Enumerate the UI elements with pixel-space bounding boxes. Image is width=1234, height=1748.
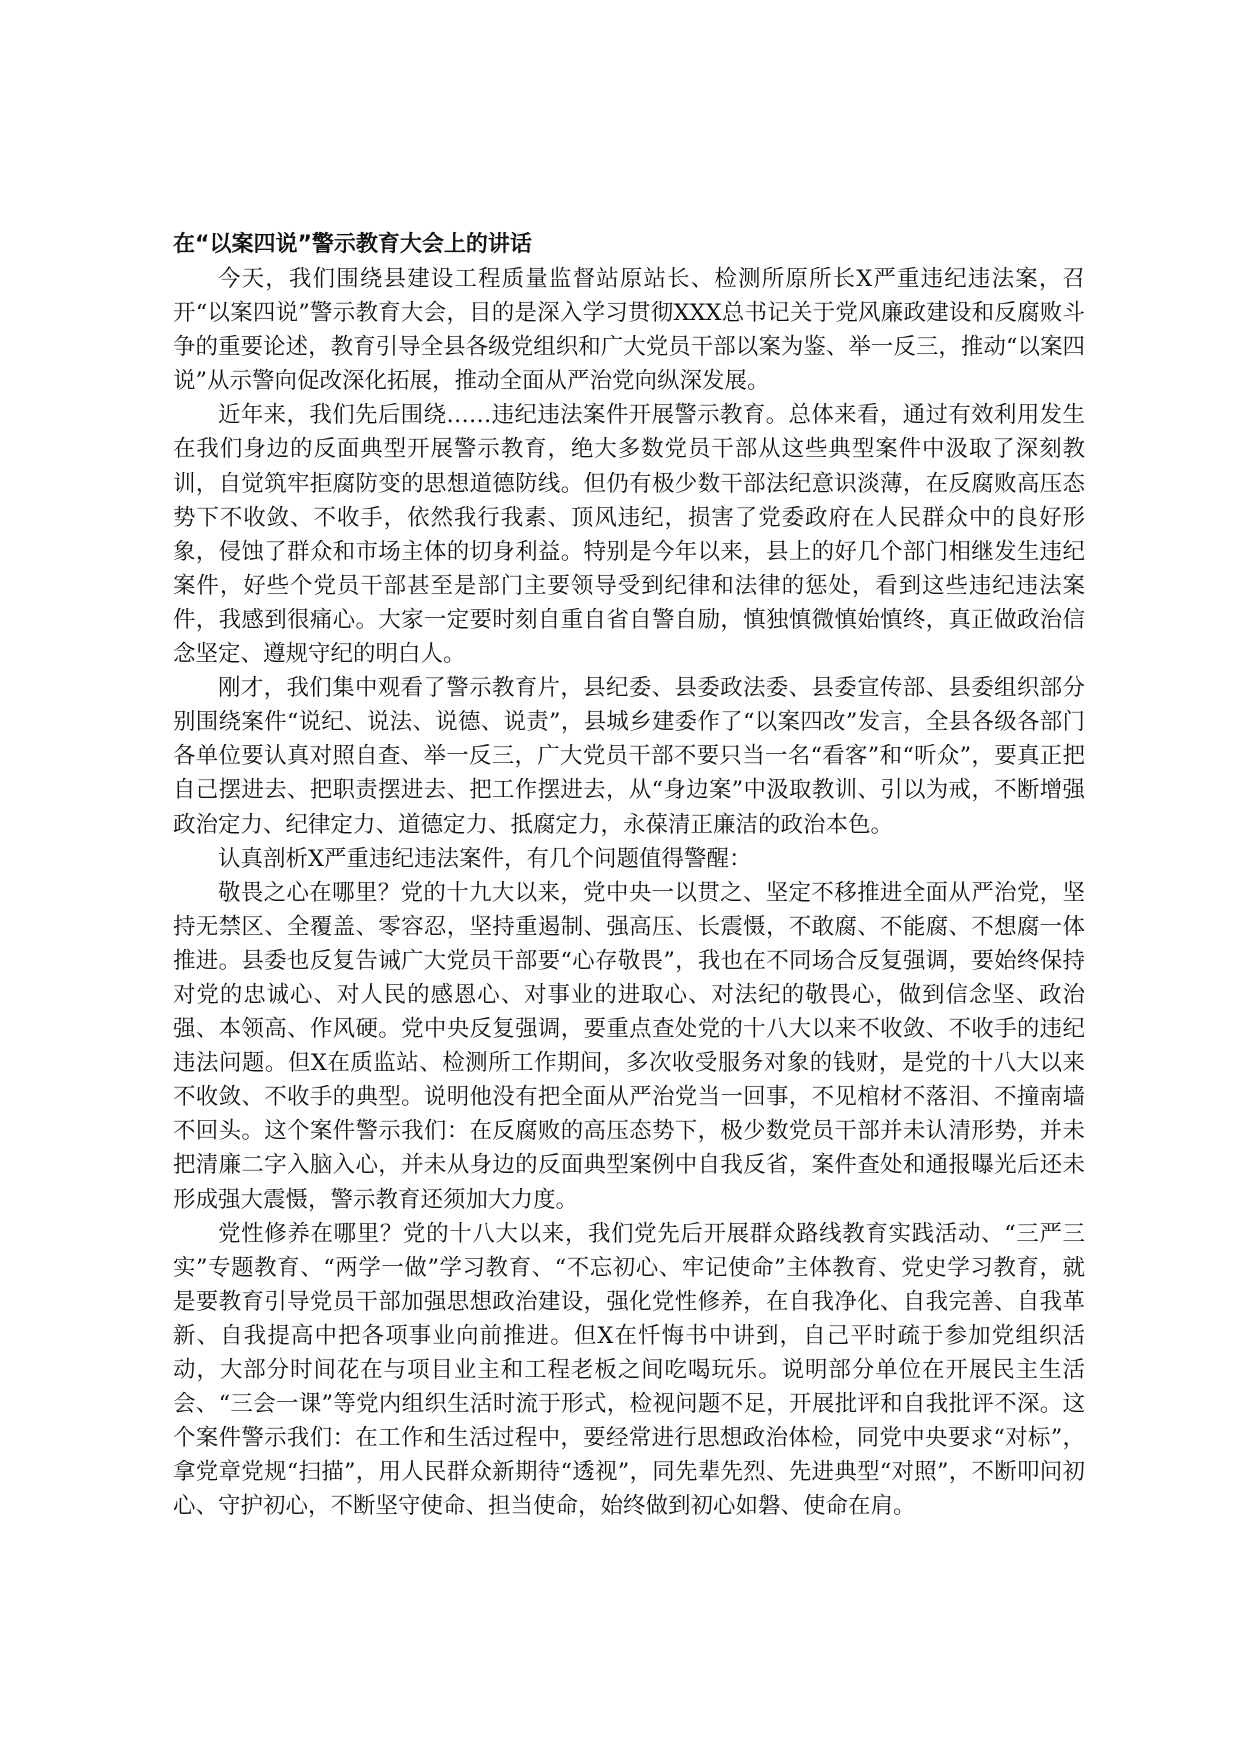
paragraph-reverence: 敬畏之心在哪里？党的十九大以来，党中央一以贯之、坚定不移推进全面从严治党，坚持无禁区、全覆盖、零容忍，坚持重遏制、强高压、长震慑，不敢腐、不能腐、不想腐一体推进。县委也反复告诫广大党员干部要“心存敬畏”，我也在不同场合反复强调，要始终保持对党的忠诚心、对人民的感恩心、对事业的进取心、对法纪的敬畏心，做到信念坚、政治强、本领高、作风硬。党中央反复强调，要重点查处党的十八大以来不收敛、不收手的违纪违法问题。但X在质监站、检测所工作期间，多次收受服务对象的钱财，是党的十八大以来不收敛、不收手的典型。说明他没有把全面从严治党当一回事，不见棺材不落泪、不撞南墙不回头。这个案件警示我们：在反腐败的高压态势下，极少数党员干部并未认清形势，并未把清廉二字入脑入心，并未从身边的反面典型案例中自我反省，案件查处和通报曝光后还未形成强大震慑，警示教育还须加大力度。	[173, 879, 1085, 1213]
paragraph-warning-film: 刚才，我们集中观看了警示教育片，县纪委、县委政法委、县委宣传部、县委组织部分别围绕案件“说纪、说法、说德、说责”，县城乡建委作了“以案四改”发言，全县各级各部门各单位要认真对照自查、举一反三，广大党员干部不要只当一名“看客”和“听众”，要真正把自己摆进去、把职责摆进去、把工作摆进去，从“身边案”中汲取教训、引以为戒，不断增强政治定力、纪律定力、道德定力、抵腐定力，永葆清正廉洁的政治本色。	[173, 675, 1085, 838]
paragraph-analysis-lead: 认真剖析X严重违纪违法案件，有几个问题值得警醒：	[218, 845, 752, 872]
paragraph-recent-years: 近年来，我们先后围绕……违纪违法案件开展警示教育。总体来看，通过有效利用发生在我们身边的反面典型开展警示教育，绝大多数党员干部从这些典型案件中汲取了深刻教训，自觉筑牢拒腐防变的思想道德防线。但仍有极少数干部法纪意识淡薄，在反腐败高压态势下不收敛、不收手，依然我行我素、顶风违纪，损害了党委政府在人民群众中的良好形象，侵蚀了群众和市场主体的切身利益。特别是今年以来，县上的好几个部门相继发生违纪案件，好些个党员干部甚至是部门主要领导受到纪律和法律的惩处，看到这些违纪违法案件，我感到很痛心。大家一定要时刻自重自省自警自励，慎独慎微慎始慎终，真正做政治信念坚定、遵规守纪的明白人。	[173, 402, 1085, 668]
paragraph-party-spirit: 党性修养在哪里？党的十八大以来，我们党先后开展群众路线教育实践活动、“三严三实”专题教育、“两学一做”学习教育、“不忘初心、牢记使命”主体教育、党史学习教育，就是要教育引导党员干部加强思想政治建设，强化党性修养，在自我净化、自我完善、自我革新、自我提高中把各项事业向前推进。但X在忏悔书中讲到，自己平时疏于参加党组织活动，大部分时间花在与项目业主和工程老板之间吃喝玩乐。说明部分单位在开展民主生活会、“三会一课”等党内组织生活时流于形式，检视问题不足，开展批评和自我批评不深。这个案件警示我们：在工作和生活过程中，要经常进行思想政治体检，同党中央要求“对标”，拿党章党规“扫描”，用人民群众新期待“透视”，同先辈先烈、先进典型“对照”，不断叩问初心、守护初心，不断坚守使命、担当使命，始终做到初心如磐、使命在肩。	[173, 1220, 1085, 1520]
paragraph-intro: 今天，我们围绕县建设工程质量监督站原站长、检测所原所长X严重违纪违法案，召开“以案四说”警示教育大会，目的是深入学习贯彻XXX总书记关于党风廉政建设和反腐败斗争的重要论述，教育引导全县各级党组织和广大党员干部以案为鉴、举一反三，推动“以案四说”从示警向促改深化拓展，推动全面从严治党向纵深发展。	[173, 266, 1085, 395]
document-title: 在“以案四说”警示教育大会上的讲话	[173, 232, 532, 257]
document-body	[173, 228, 1085, 1523]
